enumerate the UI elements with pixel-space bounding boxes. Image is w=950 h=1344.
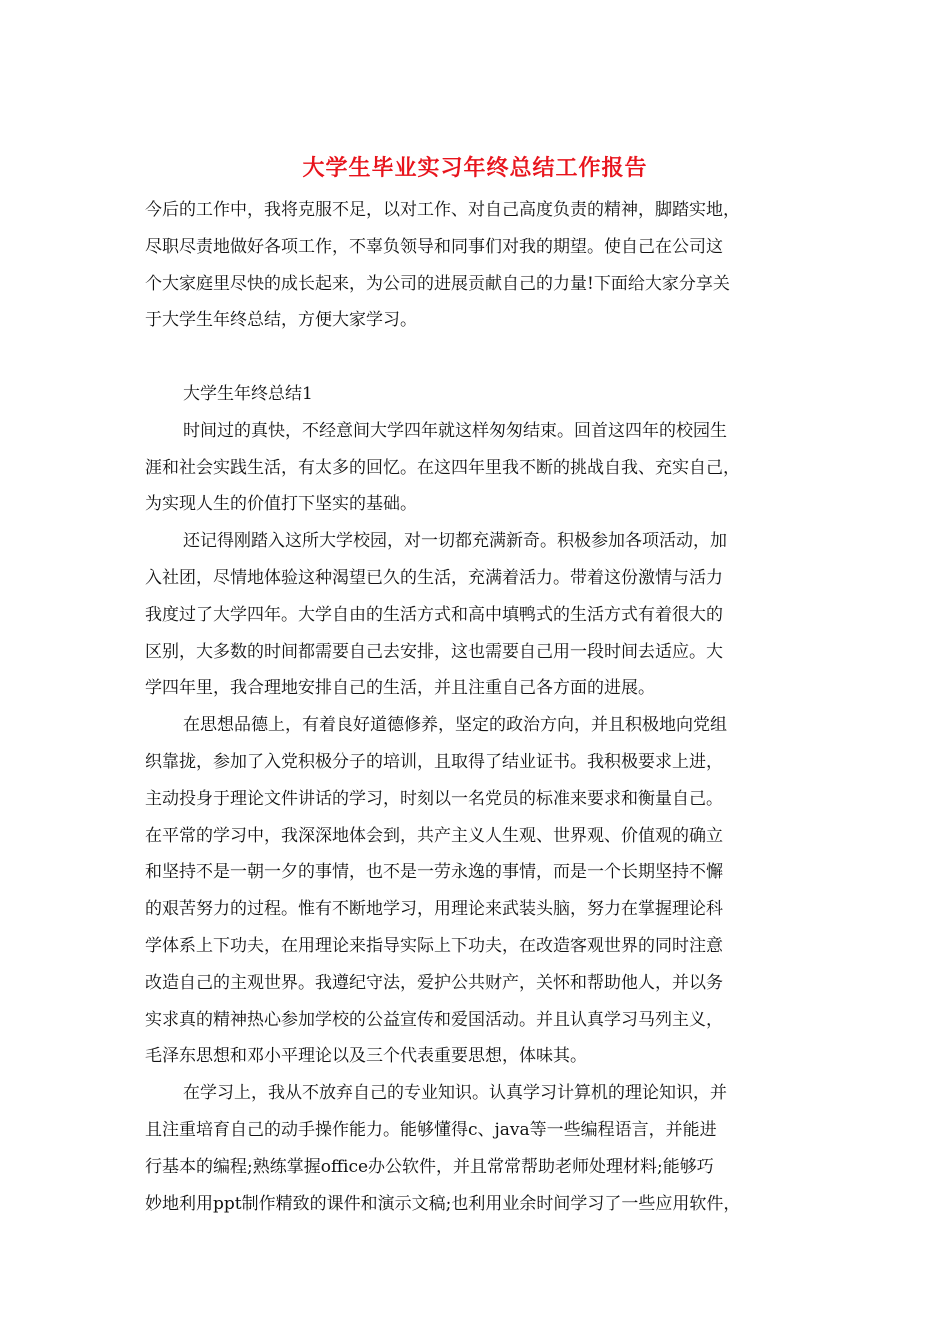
text-line: 尽职尽责地做好各项工作，不辜负领导和同事们对我的期望。使自己在公司这 bbox=[145, 236, 723, 257]
text-line: 织靠拢，参加了入党积极分子的培训，且取得了结业证书。我积极要求上进， bbox=[145, 751, 723, 772]
text-line: 在思想品德上，有着良好道德修养，坚定的政治方向，并且积极地向党组 bbox=[183, 715, 727, 736]
paragraph bbox=[145, 1075, 825, 1222]
text-line: 还记得刚踏入这所大学校园，对一切都充满新奇。积极参加各项活动，加 bbox=[183, 531, 727, 552]
document-title: 大学生毕业实习年终总结工作报告 bbox=[302, 155, 648, 181]
text-line: 实求真的精神热心参加学校的公益宣传和爱国活动。并且认真学习马列主义， bbox=[145, 1009, 723, 1030]
text-line: 区别，大多数的时间都需要自己去安排，这也需要自己用一段时间去适应。大 bbox=[145, 641, 723, 662]
text-line: 的艰苦努力的过程。惟有不断地学习，用理论来武装头脑，努力在掌握理论科 bbox=[145, 899, 723, 920]
text-line: 改造自己的主观世界。我遵纪守法，爱护公共财产，关怀和帮助他人，并以务 bbox=[145, 972, 723, 993]
text-line: 我度过了大学四年。大学自由的生活方式和高中填鸭式的生活方式有着很大的 bbox=[145, 604, 723, 625]
text-line: 和坚持不是一朝一夕的事情，也不是一劳永逸的事情，而是一个长期坚持不懈 bbox=[145, 862, 723, 883]
blank-line bbox=[145, 339, 825, 376]
text-line: 今后的工作中，我将克服不足，以对工作、对自己高度负责的精神，脚踏实地， bbox=[145, 200, 740, 220]
section-heading: 大学生年终总结1 bbox=[183, 383, 313, 404]
text-line: 主动投身于理论文件讲话的学习，时刻以一名党员的标准来要求和衡量自己。 bbox=[145, 788, 723, 809]
text-line: 为实现人生的价值打下坚实的基础。 bbox=[145, 494, 417, 515]
text-line: 学体系上下功夫，在用理论来指导实际上下功夫，在改造客观世界的同时注意 bbox=[145, 935, 723, 956]
text-line: 妙地利用ppt制作精致的课件和演示文稿;也利用业余时间学习了一些应用软件， bbox=[145, 1193, 741, 1214]
text-line: 于大学生年终总结，方便大家学习。 bbox=[145, 310, 417, 331]
paragraph bbox=[145, 413, 825, 523]
text-line: 学四年里，我合理地安排自己的生活，并且注重自己各方面的进展。 bbox=[145, 678, 655, 699]
text-line: 在学习上，我从不放弃自己的专业知识。认真学习计算机的理论知识，并 bbox=[183, 1083, 727, 1104]
paragraph bbox=[145, 707, 825, 1075]
text-line: 行基本的编程;熟练掌握office办公软件，并且常常帮助老师处理材料;能够巧 bbox=[145, 1156, 714, 1177]
text-line: 时间过的真快，不经意间大学四年就这样匆匆结束。回首这四年的校园生 bbox=[183, 420, 727, 441]
text-line: 涯和社会实践生活，有太多的回忆。在这四年里我不断的挑战自我、充实自己， bbox=[145, 457, 740, 478]
text-line: 且注重培育自己的动手操作能力。能够懂得c、java等一些编程语言，并能进 bbox=[145, 1119, 717, 1140]
text-line: 在平常的学习中，我深深地体会到，共产主义人生观、世界观、价值观的确立 bbox=[145, 825, 723, 846]
document-body bbox=[145, 192, 825, 1222]
intro-paragraph bbox=[145, 192, 825, 339]
text-line: 入社团，尽情地体验这种渴望已久的生活，充满着活力。带着这份激情与活力 bbox=[145, 567, 723, 588]
text-line: 毛泽东思想和邓小平理论以及三个代表重要思想，体味其。 bbox=[145, 1046, 587, 1067]
text-line: 个大家庭里尽快的成长起来，为公司的进展贡献自己的力量!下面给大家分享关 bbox=[145, 273, 730, 294]
paragraph bbox=[145, 523, 825, 707]
